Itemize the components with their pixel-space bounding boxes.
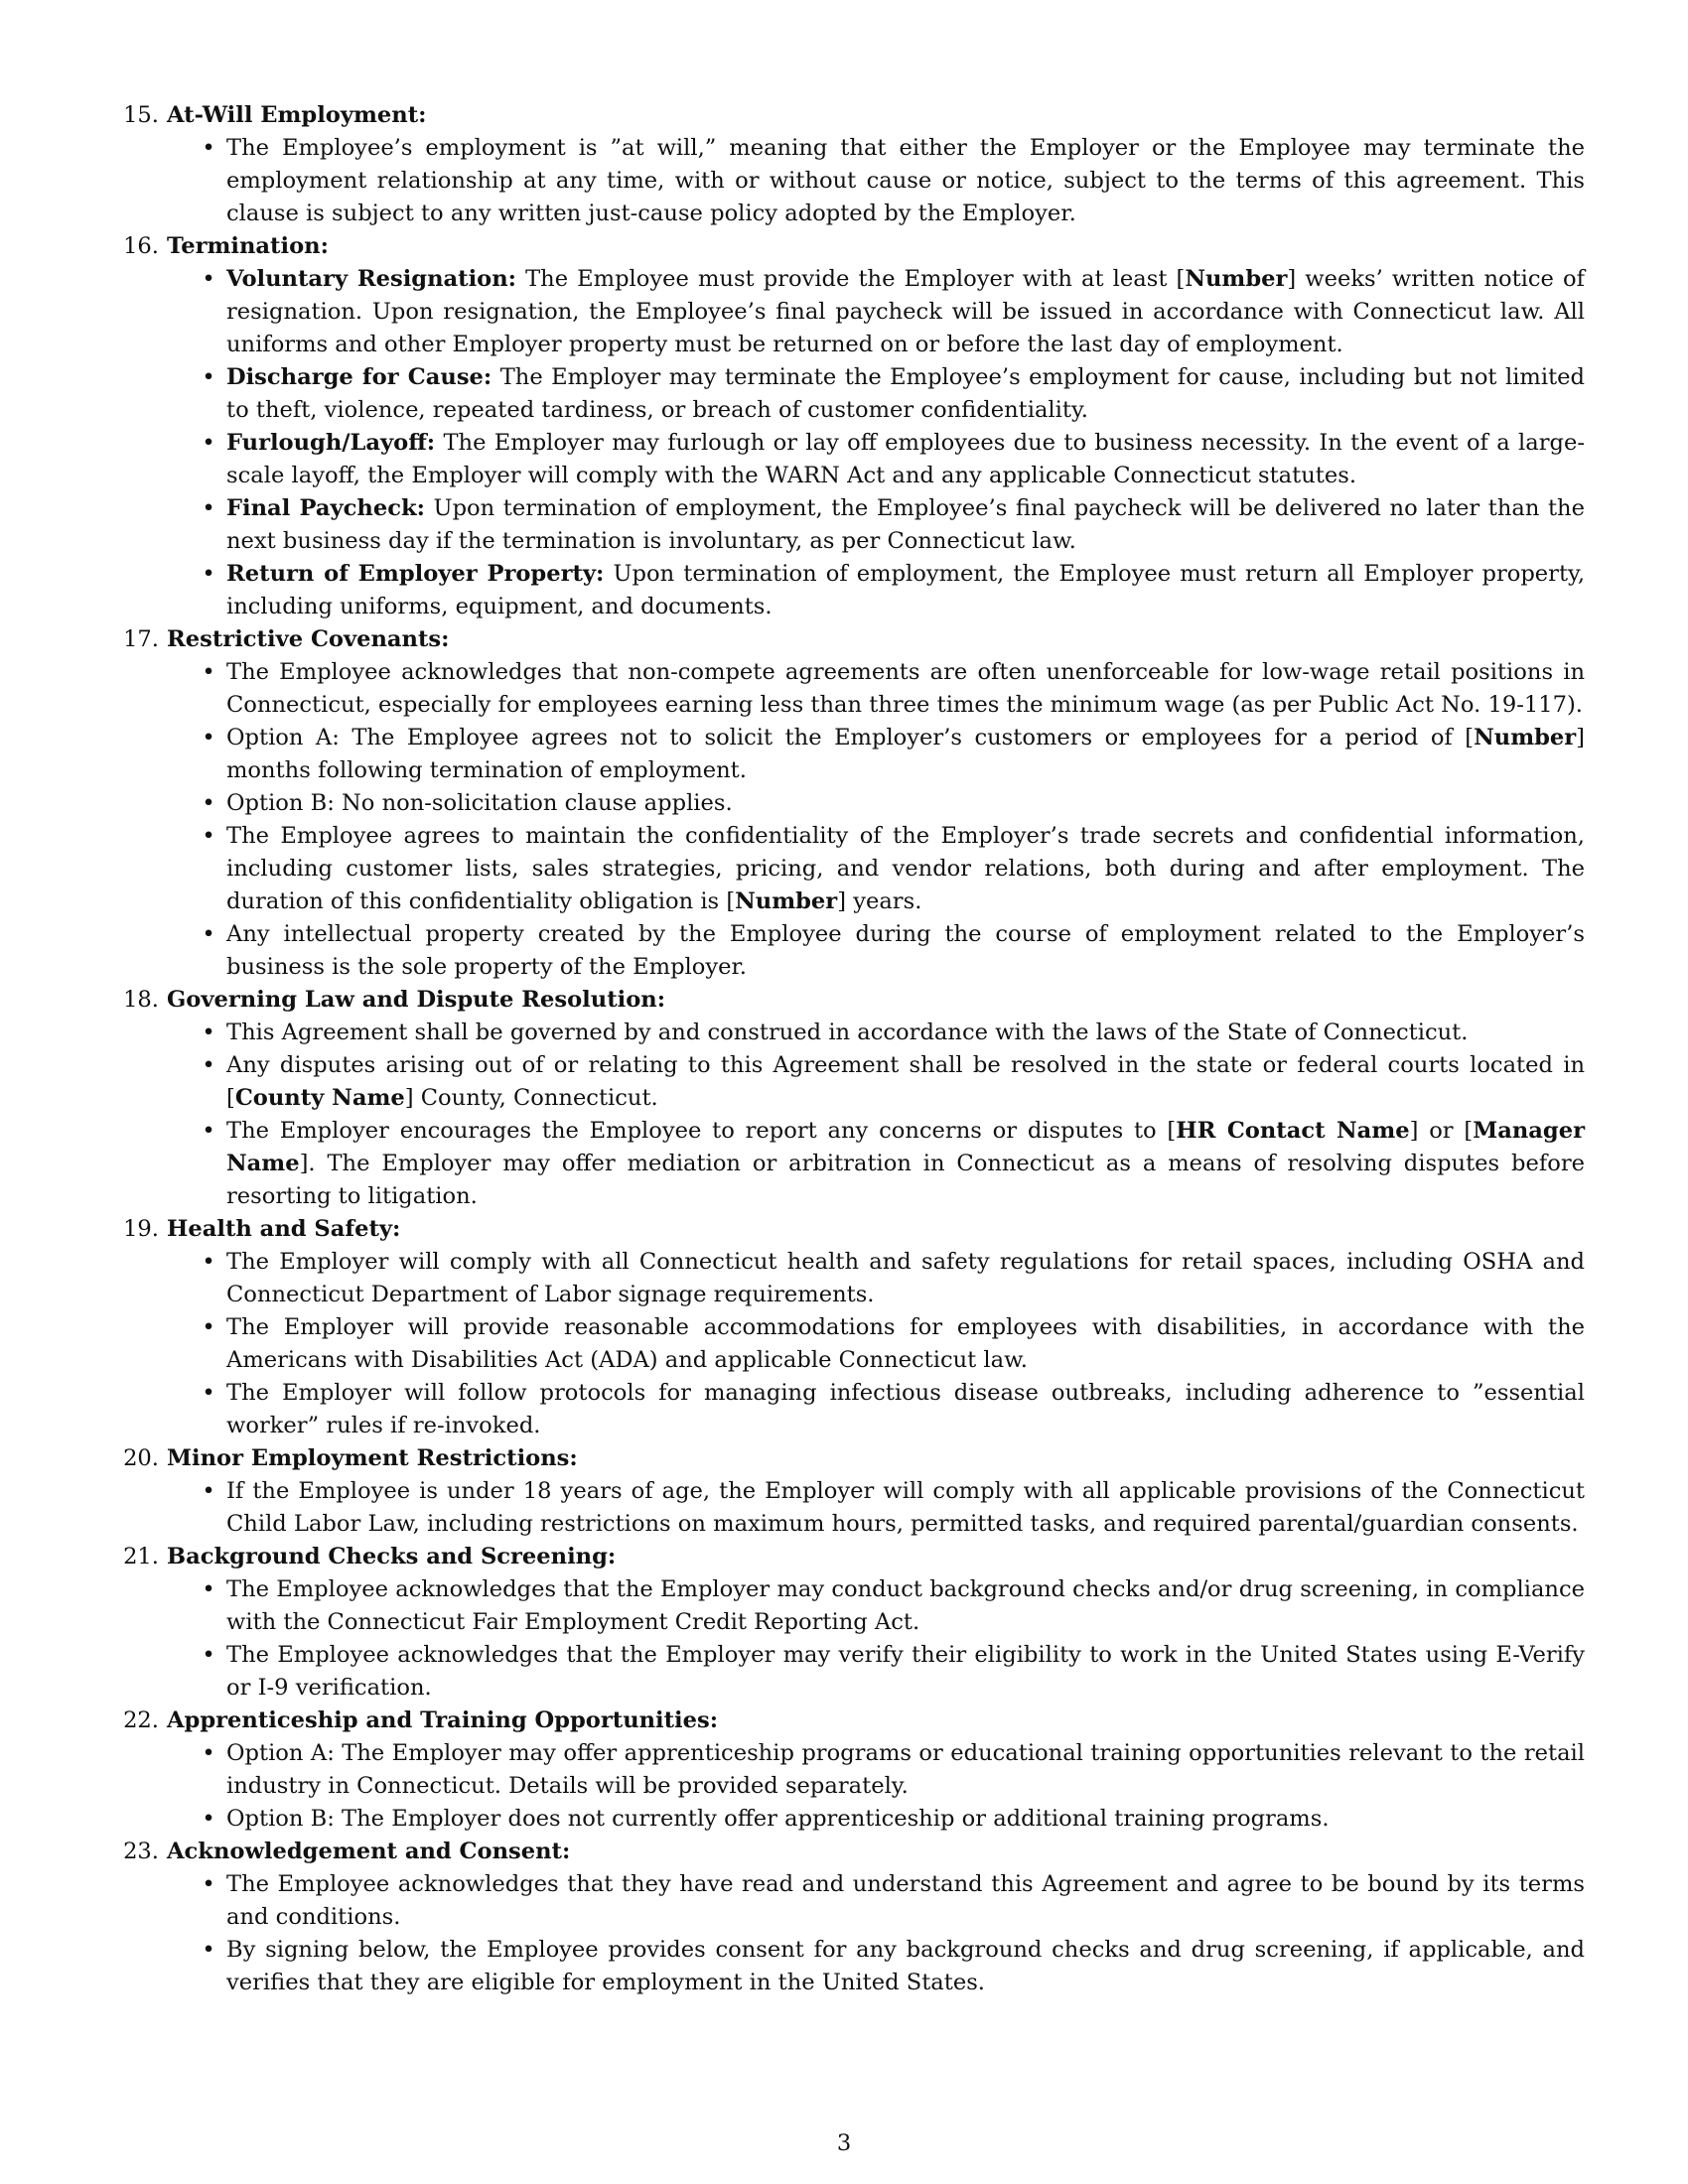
item-text: ] months following termination of employment. <box>226 725 1585 783</box>
item-text: Any disputes arising out of or relating to this Agreement shall be resolved in the state or federal courts located in [ <box>226 1052 1585 1111</box>
bullet-icon: • <box>202 1871 215 1897</box>
bold-text: HR Contact Name <box>1176 1118 1410 1144</box>
section-title: Termination: <box>167 233 329 259</box>
section-list <box>111 99 1585 1999</box>
item-text: Option A: The Employer may offer apprenticeship programs or educational training opportunities relevant to the retail industry in Connecticut. Details will be provided separately. <box>226 1740 1585 1799</box>
list-item <box>202 1639 1585 1705</box>
bullet-list <box>111 1868 1585 1999</box>
bullet-icon: • <box>202 1118 215 1144</box>
list-item <box>202 1868 1585 1934</box>
item-text: The Employer will comply with all Connecticut health and safety regulations for retail spaces, including OSHA and Connecticut Department of Labor signage requirements. <box>226 1249 1585 1307</box>
bold-text: Number <box>1474 725 1577 751</box>
section <box>111 1213 1585 1442</box>
section-title: At-Will Employment: <box>167 102 427 128</box>
section-heading <box>111 1705 1585 1737</box>
list-item <box>202 722 1585 787</box>
section-heading <box>111 1213 1585 1246</box>
bullet-icon: • <box>202 823 215 849</box>
bullet-icon: • <box>202 1806 215 1832</box>
list-item <box>202 427 1585 492</box>
list-item <box>202 787 1585 820</box>
list-item <box>202 1246 1585 1311</box>
item-text: The Employer will follow protocols for managing infectious disease outbreaks, including adherence to ”essential worker” rules if re-invoked. <box>226 1380 1585 1438</box>
bullet-icon: • <box>202 659 215 685</box>
list-item <box>202 1737 1585 1803</box>
list-item <box>202 918 1585 984</box>
section-number: 23. <box>123 1839 159 1864</box>
list-item <box>202 656 1585 722</box>
item-text: The Employee acknowledges that non-compete agreements are often unenforceable for low-wage retail positions in Connecticut, especially for employees earning less than three times the minimum wage (as per Public Act No. 19-117). <box>226 659 1585 718</box>
item-text: The Employee acknowledges that the Employer may verify their eligibility to work in the United States using E-Verify or I-9 verification. <box>226 1642 1585 1701</box>
bold-text: Furlough/Layoff: <box>226 430 436 456</box>
section-heading <box>111 99 1585 132</box>
bold-text: County Name <box>234 1085 405 1111</box>
list-item <box>202 263 1585 361</box>
list-item <box>202 1475 1585 1541</box>
section <box>111 99 1585 230</box>
item-text: Any intellectual property created by the Employee during the course of employment related to the Employer’s business is the sole property of the Employer. <box>226 921 1585 980</box>
bullet-icon: • <box>202 1642 215 1668</box>
bullet-icon: • <box>202 1314 215 1340</box>
bullet-list <box>111 1475 1585 1541</box>
item-text: ] years. <box>837 888 922 914</box>
bullet-list <box>111 656 1585 984</box>
section-number: 22. <box>123 1707 159 1733</box>
item-text: The Employer encourages the Employee to report any concerns or disputes to [ <box>226 1118 1177 1144</box>
item-text: This Agreement shall be governed by and construed in accordance with the laws of the State of Connecticut. <box>226 1020 1469 1045</box>
page-number: 3 <box>836 2130 852 2156</box>
list-item <box>202 820 1585 918</box>
bullet-list <box>111 1246 1585 1442</box>
list-item <box>202 1377 1585 1442</box>
section-number: 16. <box>123 233 159 259</box>
section-title: Governing Law and Dispute Resolution: <box>167 987 666 1013</box>
list-item <box>202 1017 1585 1049</box>
bullet-icon: • <box>202 266 215 292</box>
item-text: The Employee acknowledges that the Employer may conduct background checks and/or drug screening, in compliance with the Connecticut Fair Employment Credit Reporting Act. <box>226 1576 1585 1635</box>
bold-text: Discharge for Cause: <box>226 364 492 390</box>
item-text: Option B: No non-solicitation clause applies. <box>226 790 733 816</box>
document-page <box>111 99 1585 1999</box>
bullet-icon: • <box>202 725 215 751</box>
section-heading <box>111 623 1585 656</box>
section-title: Background Checks and Screening: <box>167 1544 617 1570</box>
bullet-icon: • <box>202 1020 215 1045</box>
section <box>111 984 1585 1213</box>
section-number: 21. <box>123 1544 159 1570</box>
section-title: Restrictive Covenants: <box>167 626 450 652</box>
bullet-icon: • <box>202 135 215 161</box>
list-item <box>202 1573 1585 1639</box>
bullet-icon: • <box>202 1937 215 1963</box>
bullet-icon: • <box>202 1052 215 1078</box>
bullet-icon: • <box>202 1380 215 1406</box>
bold-text: Voluntary Resignation: <box>226 266 517 292</box>
bold-text: Number <box>735 888 838 914</box>
list-item <box>202 1934 1585 1999</box>
bullet-icon: • <box>202 1576 215 1602</box>
item-text: ] or [ <box>1409 1118 1474 1144</box>
section-heading <box>111 1442 1585 1475</box>
item-text: Upon termination of employment, the Employee’s final paycheck will be delivered no later than the next business day if the termination is involuntary, as per Connecticut law. <box>226 495 1585 554</box>
bullet-icon: • <box>202 561 215 587</box>
bold-text: Manager Name <box>226 1118 1585 1176</box>
bullet-list <box>111 1017 1585 1213</box>
item-text: Upon termination of employment, the Employee must return all Employer property, including uniforms, equipment, and documents. <box>226 561 1586 619</box>
section-title: Minor Employment Restrictions: <box>167 1445 578 1471</box>
item-text: The Employer may terminate the Employee’s employment for cause, including but not limited to theft, violence, repeated tardiness, or breach of customer confidentiality. <box>226 364 1585 423</box>
item-text: Option B: The Employer does not currently offer apprenticeship or additional training programs. <box>226 1806 1330 1832</box>
section <box>111 623 1585 984</box>
item-text: ]. The Employer may offer mediation or arbitration in Connecticut as a means of resolving disputes before resorting to litigation. <box>226 1151 1585 1209</box>
list-item <box>202 132 1585 230</box>
bullet-icon: • <box>202 495 215 521</box>
section-number: 19. <box>123 1216 159 1242</box>
list-item <box>202 1803 1585 1836</box>
list-item <box>202 1115 1585 1213</box>
list-item <box>202 492 1585 558</box>
item-text: The Employee acknowledges that they have read and understand this Agreement and agree to be bound by its terms and conditions. <box>226 1871 1585 1930</box>
section <box>111 1442 1585 1541</box>
section-heading <box>111 230 1585 263</box>
list-item <box>202 1311 1585 1377</box>
section-number: 15. <box>123 102 159 128</box>
bullet-icon: • <box>202 430 215 456</box>
bullet-icon: • <box>202 1249 215 1275</box>
section <box>111 230 1585 623</box>
section-title: Health and Safety: <box>167 1216 401 1242</box>
bullet-icon: • <box>202 364 215 390</box>
item-text: The Employer will provide reasonable accommodations for employees with disabilities, in accordance with the Americans with Disabilities Act (ADA) and applicable Connecticut law. <box>226 1314 1585 1373</box>
list-item <box>202 1049 1585 1115</box>
section-title: Apprenticeship and Training Opportunities: <box>167 1707 719 1733</box>
list-item <box>202 361 1585 427</box>
item-text: ] weeks’ written notice of resignation. Upon resignation, the Employee’s final paycheck will be issued in accordance with Connecticut law. All uniforms and other Employer property must be returned on or before the last day of employment. <box>226 266 1585 357</box>
section <box>111 1541 1585 1705</box>
item-text: The Employee agrees to maintain the confidentiality of the Employer’s trade secrets and confidential information, including customer lists, sales strategies, pricing, and vendor relations, both during and after employment. The duration of this confidentiality obligation is [ <box>226 823 1585 914</box>
item-text: Option A: The Employee agrees not to solicit the Employer’s customers or employees for a period of [ <box>226 725 1475 751</box>
section-title: Acknowledgement and Consent: <box>167 1839 571 1864</box>
section-heading <box>111 1541 1585 1573</box>
bullet-icon: • <box>202 1478 215 1504</box>
bullet-list <box>111 263 1585 623</box>
section-number: 20. <box>123 1445 159 1471</box>
item-text: By signing below, the Employee provides consent for any background checks and drug screening, if applicable, and verifies that they are eligible for employment in the United States. <box>226 1937 1585 1995</box>
bold-text: Final Paycheck: <box>226 495 425 521</box>
bold-text: Return of Employer Property: <box>226 561 605 587</box>
bullet-icon: • <box>202 921 215 947</box>
section-heading <box>111 1836 1585 1868</box>
section-heading <box>111 984 1585 1017</box>
section-number: 18. <box>123 987 159 1013</box>
item-text: The Employer may furlough or lay off employees due to business necessity. In the event of a large-scale layoff, the Employer will comply with the WARN Act and any applicable Connecticut statutes. <box>226 430 1585 488</box>
item-text: If the Employee is under 18 years of age, the Employer will comply with all applicable provisions of the Connecticut Child Labor Law, including restrictions on maximum hours, permitted tasks, and required parental/guardian consents. <box>226 1478 1585 1537</box>
bullet-icon: • <box>202 790 215 816</box>
item-text: ] County, Connecticut. <box>404 1085 658 1111</box>
section <box>111 1705 1585 1836</box>
item-text: The Employee must provide the Employer with at least [ <box>516 266 1186 292</box>
section <box>111 1836 1585 1999</box>
list-item <box>202 558 1586 623</box>
item-text: The Employee’s employment is ”at will,” meaning that either the Employer or the Employee may terminate the employment relationship at any time, with or without cause or notice, subject to the terms of this agreement. This clause is subject to any written just-cause policy adopted by the Employer. <box>226 135 1585 226</box>
bullet-icon: • <box>202 1740 215 1766</box>
bullet-list <box>111 1737 1585 1836</box>
bullet-list <box>111 132 1585 230</box>
bullet-list <box>111 1573 1585 1705</box>
section-number: 17. <box>123 626 159 652</box>
bold-text: Number <box>1185 266 1288 292</box>
